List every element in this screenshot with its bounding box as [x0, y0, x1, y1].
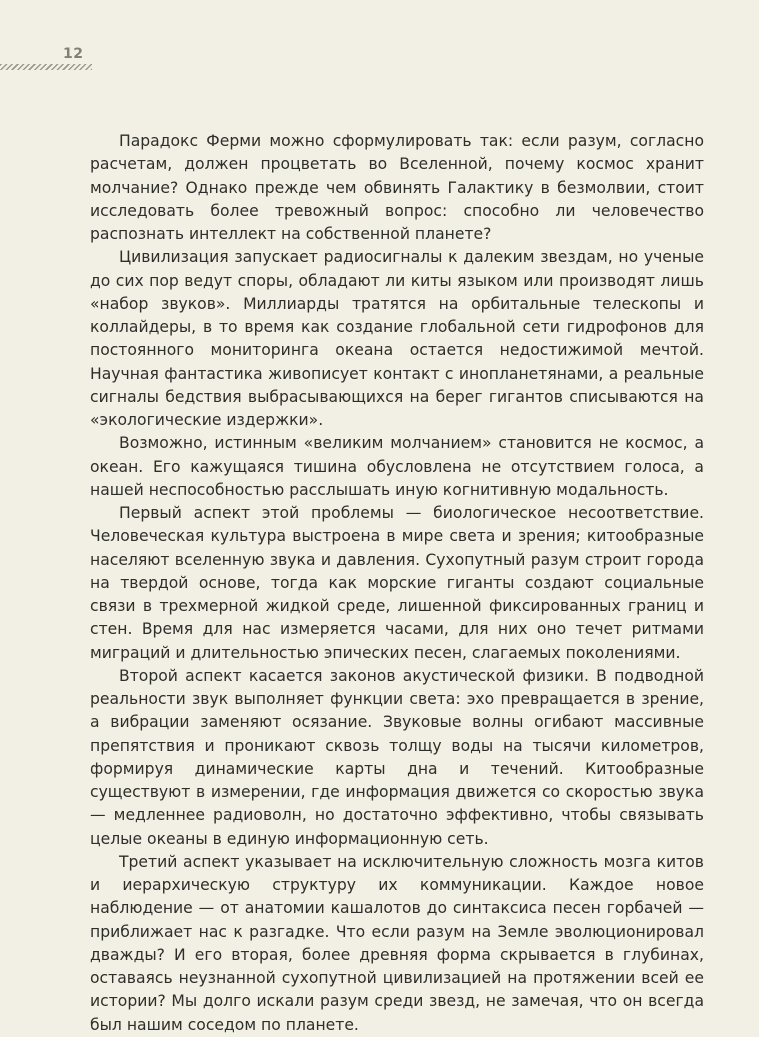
decorative-hatch-rule	[0, 64, 92, 70]
paragraph-5: Второй аспект касается законов акустической физики. В подводной реальности звук выполняет функции света: эхо превращается в зрение, а вибрации заменяют осязание. Звуковые волны огибают массивные препятствия и проникают сквозь толщу воды на тысячи километров, формируя динамические карты дна и течений. Китообразные существуют в измерении, где информация движется со скоростью звука — медленнее радиоволн, но достаточно эффективно, чтобы связывать целые океаны в единую информационную сеть.	[90, 666, 704, 848]
page-number: 12	[63, 46, 84, 62]
paragraph-2: Цивилизация запускает радиосигналы к далеким звездам, но ученые до сих пор ведут споры, обладают ли киты языком или производят лишь «набор звуков». Миллиарды тратятся на орбитальные телескопы и коллайдеры, в то время как создание глобальной сети гидрофонов для постоянного мониторинга океана остается недостижимой мечтой. Научная фантастика живописует контакт с инопланетянами, а реальные сигналы бедствия выбрасывающихся на берег гигантов списываются на «экологические издержки».	[90, 248, 704, 429]
paragraph-6: Третий аспект указывает на исключительную сложность мозга китов и иерархическую структуру их коммуникации. Каждое новое наблюдение — от анатомии кашалотов до синтаксиса песен горбачей — приближает нас к разгадке. Что если разум на Земле эволюционировал дважды? И его вторая, более древняя форма скрывается в глубинах, оставаясь неузнанной сухопутной цивилизацией на протяжении всей ее истории? Мы долго искали разум среди звезд, не замечая, что он всегда был нашим соседом по планете.	[90, 852, 704, 1034]
paragraph-3: Возможно, истинным «великим молчанием» становится не космос, а океан. Его кажущаяся тишина обусловлена не отсутствием голоса, а нашей неспособностью расслышать иную когнитивную модальность.	[90, 434, 704, 499]
body-text	[90, 130, 704, 1037]
paragraph-4: Первый аспект этой проблемы — биологическое несоответствие. Человеческая культура выстроена в мире света и зрения; китообразные населяют вселенную звука и давления. Сухопутный разум строит города на твердой основе, тогда как морские гиганты создают социальные связи в трехмерной жидкой среде, лишенной фиксированных границ и стен. Время для нас измеряется часами, для них оно течет ритмами миграций и длительностью эпических песен, слагаемых поколениями.	[90, 504, 704, 662]
paragraph-1: Парадокс Ферми можно сформулировать так: если разум, согласно расчетам, должен процветать во Вселенной, почему космос хранит молчание? Однако прежде чем обвинять Галактику в безмолвии, стоит исследовать более тревожный вопрос: способно ли человечество распознать интеллект на собственной планете?	[90, 132, 704, 243]
